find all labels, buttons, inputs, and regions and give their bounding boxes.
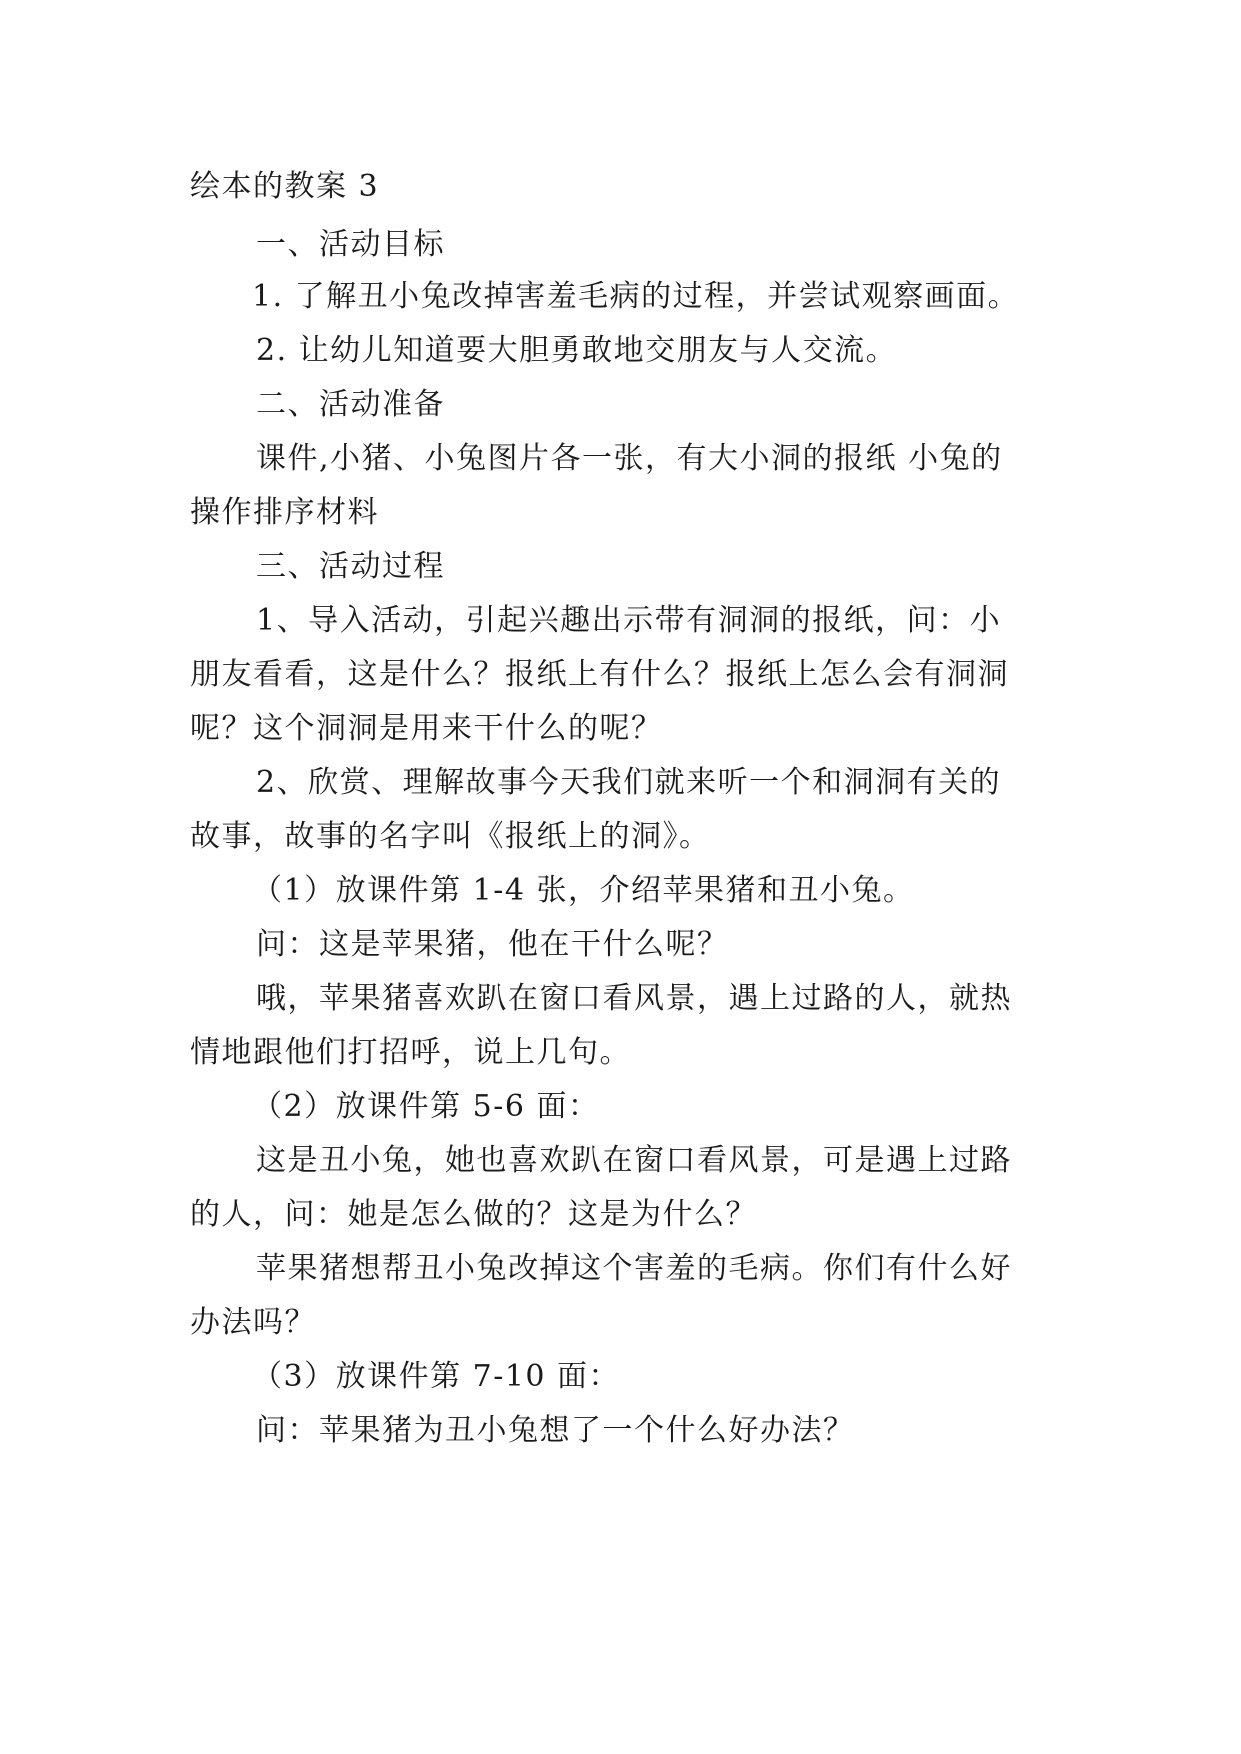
- paragraph-line: 苹果猪想帮丑小兔改掉这个害羞的毛病。你们有什么好: [256, 1251, 1012, 1286]
- paragraph-line: 哦，苹果猪喜欢趴在窗口看风景，遇上过路的人，就热: [256, 981, 1012, 1016]
- paragraph-line: （2）放课件第 5-6 面：: [252, 1089, 600, 1124]
- paragraph-line: 问：苹果猪为丑小兔想了一个什么好办法？: [256, 1413, 855, 1448]
- paragraph-line: 2. 让幼儿知道要大胆勇敢地交朋友与人交流。: [256, 333, 898, 368]
- paragraph-line: 三、活动过程: [256, 549, 445, 584]
- paragraph-line: 1、导入活动，引起兴趣出示带有洞洞的报纸，问：小: [256, 603, 1002, 638]
- paragraph-line: 1. 了解丑小兔改掉害羞毛病的过程，并尝试观察画面。: [252, 279, 1020, 314]
- paragraph-line: 2、欣赏、理解故事今天我们就来听一个和洞洞有关的: [256, 765, 1002, 800]
- paragraph-line: 一、活动目标: [256, 227, 445, 262]
- paragraph-line: 办法吗？: [190, 1305, 316, 1340]
- paragraph-line: （3）放课件第 7-10 面：: [252, 1359, 621, 1394]
- paragraph-line: （1）放课件第 1-4 张，介绍苹果猪和丑小兔。: [252, 873, 915, 908]
- paragraph-line: 问：这是苹果猪，他在干什么呢？: [256, 927, 729, 962]
- paragraph-line: 朋友看看，这是什么？报纸上有什么？报纸上怎么会有洞洞: [190, 657, 1009, 692]
- paragraph-line: 这是丑小兔，她也喜欢趴在窗口看风景，可是遇上过路: [256, 1143, 1012, 1178]
- paragraph-line: 呢？这个洞洞是用来干什么的呢？: [190, 711, 663, 746]
- paragraph-line: 课件,小猪、小兔图片各一张，有大小洞的报纸 小兔的: [256, 441, 1003, 476]
- paragraph-line: 故事，故事的名字叫《报纸上的洞》。: [190, 819, 711, 854]
- document-title: 绘本的教案 3: [190, 169, 380, 204]
- paragraph-line: 情地跟他们打招呼，说上几句。: [190, 1035, 631, 1070]
- paragraph-line: 的人，问：她是怎么做的？这是为什么？: [190, 1197, 757, 1232]
- paragraph-line: 操作排序材料: [190, 495, 379, 530]
- paragraph-line: 二、活动准备: [256, 387, 445, 422]
